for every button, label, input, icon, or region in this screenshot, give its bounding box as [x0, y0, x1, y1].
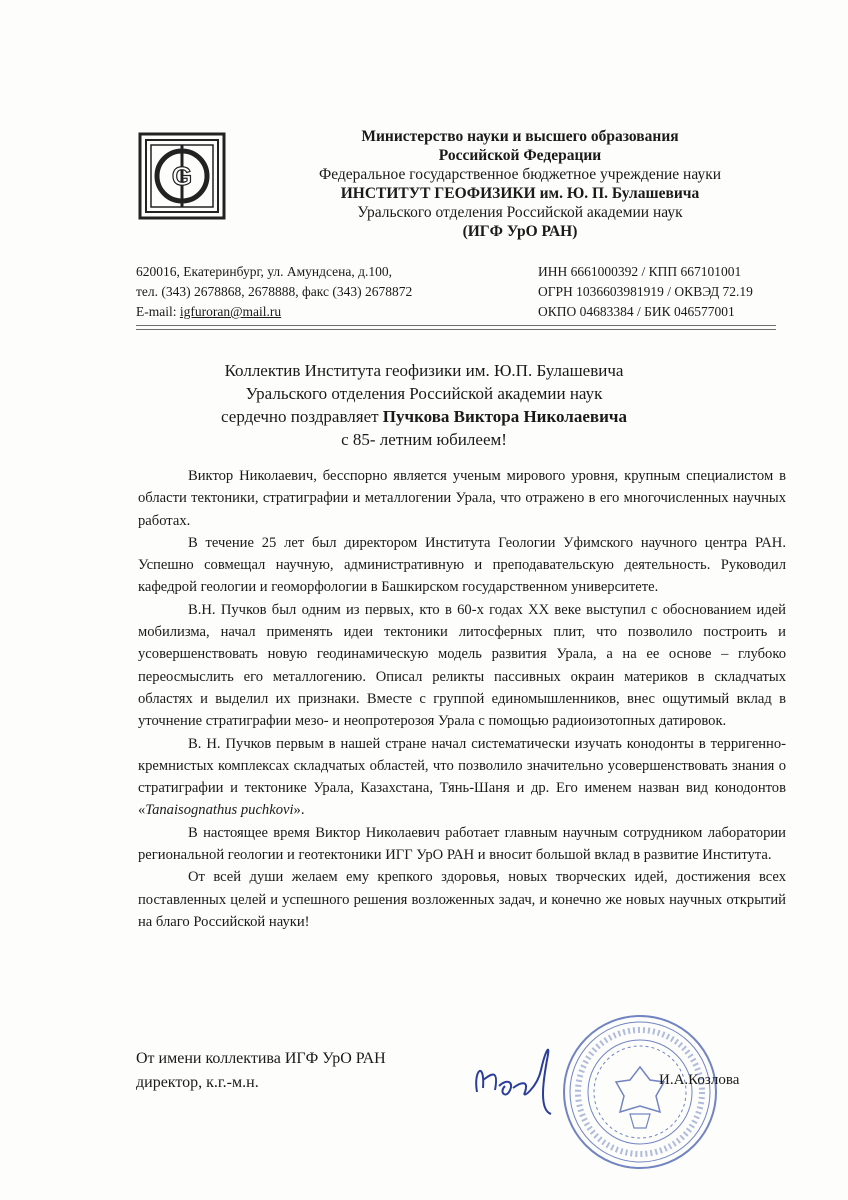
handwritten-signature: [455, 1030, 595, 1120]
ogrn-okved: ОГРН 1036603981919 / ОКВЭД 72.19: [538, 284, 753, 299]
greeting-line-4: с 85- летним юбилеем!: [341, 430, 507, 449]
signature-on-behalf: От имени коллектива ИГФ УрО РАН: [136, 1050, 386, 1067]
postal-address: 620016, Екатеринбург, ул. Амундсена, д.100,: [136, 264, 392, 279]
branch-line: Уральского отделения Российской академии наук: [357, 204, 683, 221]
greeting-line-2: Уральского отделения Российской академии наук: [245, 384, 603, 403]
institute-name: ИНСТИТУТ ГЕОФИЗИКИ им. Ю. П. Булашевича: [340, 185, 700, 202]
paragraph-1: Виктор Николаевич, бесспорно является ученым мирового уровня, крупным специалистом в области тектоники, стратиграфии и металлогении Урала, что отражено в его многочисленных научных работах.: [138, 468, 786, 529]
institute-logo: [136, 130, 228, 222]
greeting-line-1: Коллектив Института геофизики им. Ю.П. Булашевича: [224, 361, 624, 380]
signer-name: И.А.Козлова: [659, 1072, 740, 1088]
greeting-line-3: [0, 406, 848, 428]
greeting-verb: сердечно поздравляет: [221, 407, 383, 426]
species-name: Tanaisognathus puchkovi: [145, 802, 294, 819]
paragraph-4: [138, 733, 786, 822]
letter-body: [138, 465, 786, 933]
paragraph-6: От всей души желаем ему крепкого здоровья, новых творческих идей, достижения всех поставленных целей и успешного решения возложенных задач, и конечно же новых научных открытий на благо Российской науки!: [138, 869, 786, 930]
paragraph-5: В настоящее время Виктор Николаевич работает главным научным сотрудником лаборатории региональной геологии и геотектоники ИГГ УрО РАН и вносит большой вклад в развитие Института.: [138, 824, 786, 864]
email-line: [136, 302, 281, 322]
inn-kpp: ИНН 6661000392 / КПП 667101001: [538, 264, 742, 279]
paragraph-3: В.Н. Пучков был одним из первых, кто в 60-х годах XX веке выступил с обоснованием идей мобилизма, начал применять идеи тектоники литосферных плит, что позволило построить и усовершенствовать новую геодинамическую модель развития Урала, а на ее основе – глубоко переосмыслить его металлогению. Описал реликты пассивных окраин материков в складчатых областях и выделил их признаки. Вместе с группой единомышленников, внес ощутимый вклад в уточнение стратиграфии мезо- и неопротерозоя Урала с помощью радиоизотопных датировок.: [138, 601, 786, 730]
phone-numbers: тел. (343) 2678868, 2678888, факс (343) 2678872: [136, 284, 413, 299]
institute-abbreviation: (ИГФ УрО РАН): [462, 223, 578, 240]
honoree-name: Пучкова Виктора Николаевича: [382, 407, 627, 426]
institution-type-line: Федеральное государственное бюджетное учреждение науки: [318, 166, 722, 183]
paragraph-4-end: ».: [293, 802, 305, 819]
logo-letter: G: [171, 161, 193, 191]
okpo-bik: ОКПО 04683384 / БИК 046577001: [538, 304, 735, 319]
email-label: E-mail:: [136, 304, 180, 319]
signature-position: директор, к.г.-м.н.: [136, 1074, 259, 1091]
paragraph-4-text: В. Н. Пучков первым в нашей стране начал систематически изучать конодонты в терригенно-кремнистых комплексах складчатых областей, что позволило значительно усовершенствовать знания о стратиграфии и тектонике Урала, Казахстана, Тянь-Шаня и др. Его именем назван вид конодонтов «: [138, 735, 786, 819]
federation-line: Российской Федерации: [438, 147, 602, 164]
letterhead-divider: [136, 325, 776, 330]
ministry-line: Министерство науки и высшего образования: [361, 128, 679, 145]
email-link[interactable]: igfuroran@mail.ru: [179, 304, 282, 319]
paragraph-2: В течение 25 лет был директором Института Геологии Уфимского научного центра РАН. Успешно совмещал научную, административную и преподавательскую деятельность. Руководил кафедрой геологии и геоморфологии в Башкирском государственном университете.: [138, 534, 786, 596]
